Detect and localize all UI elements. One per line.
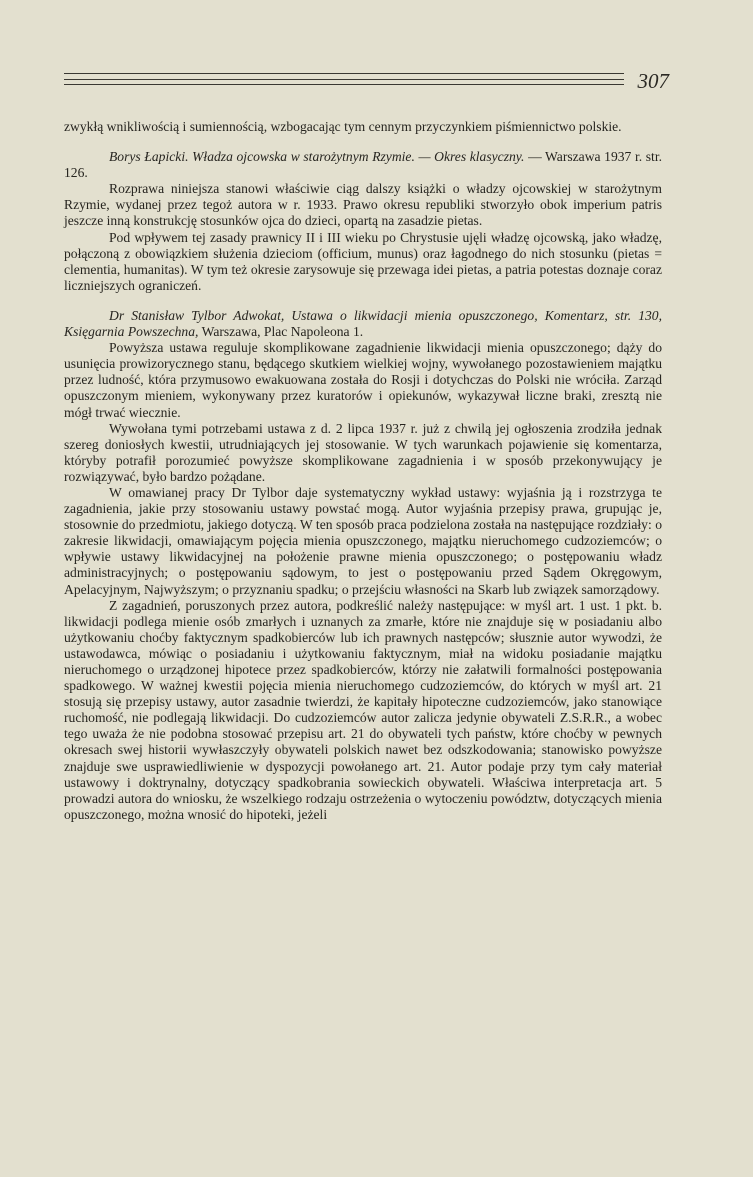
review-paragraph: Pod wpływem tej zasady prawnicy II i III wieku po Chrystusie ujęli władzę ojcowską, jako władzę, połączoną z obowiązkiem służenia dzieciom (officium, munus) oraz łagodnego do nich stosunku (pietas = clementia, humanitas). W tym też okresie zarysowuje się przewaga idei pietas, a patria potestas doznaje coraz liczniejszych ograniczeń. — [64, 229, 662, 293]
review-paragraph: Z zagadnień, poruszonych przez autora, podkreślić należy następujące: w myśl art. 1 ust. 1 pkt. b. likwidacji podlega mienie osób zmarłych i uznanych za zmarłe, które nie znajduje się w posiadaniu albo użytkowaniu choćby faktycznym spadkobierców lub ich prawnych następców; słusznie autor wywodzi, że ustawodawca, mówiąc o posiadaniu i użytkowaniu faktycznym, miał na widoku posiadanie majątku nieruchomego o urządzonej hipotece przez spadkobierców, którzy nie załatwili formalności postępowania spadkowego. W ważnej kwestii pojęcia mienia nieruchomego cudzoziemców, do których w myśl art. 21 stosują się przepisy ustawy, autor zasadnie twierdzi, że kapitały hipoteczne cudzoziemców, jako stanowiące ruchomość, nie podlegają likwidacji. Do cudzoziemców autor zalicza jedynie obywateli Z.S.R.R., a wobec tego uważa że nie podobna stosować przepisu art. 21 do obywateli tych państw, które choćby w pewnych okresach swej historii wywłaszczyły obywateli polskich nawet bez odszkodowania; stanowisko powyższe znajduje swe usprawiedliwienie w dyspozycji powołanego art. 21. Autor podaje przy tym cały materiał ustawowy i doktrynalny, dotyczący spadkobrania sowieckich obywateli. Właściwa interpretacja art. 5 prowadzi autora do wniosku, że wszelkiego rodzaju ostrzeżenia o wytoczeniu powództw, dotyczących mienia opuszczonego, można wnosić do hipoteki, jeżeli — [64, 597, 662, 822]
header-rule — [64, 79, 624, 80]
page-number: 307 — [637, 69, 669, 93]
paragraph-continuation: zwykłą wnikliwością i sumiennością, wzbogacając tym cennym przyczynkiem piśmiennictwo polskie. — [64, 119, 622, 134]
review-paragraph: W omawianej pracy Dr Tylbor daje systematyczny wykład ustawy: wyjaśnia ją i rozstrzyga te zagadnienia, jakie przy stosowaniu ustawy powstać mogą. Autor wyjaśnia przepisy prawa, grupując je, stosownie do przedmiotu, jakiego dotyczą. W ten sposób praca podzielona została na następujące rozdziały: o zakresie likwidacji, omawiającym pojęcia mienia opuszczonego, majątku nieruchomego cudzoziemców; o wpływie ustawy likwidacyjnej na położenie prawne mienia opuszczonego; o postępowaniu władz administracyjnych; o postępowaniu sądowym, to jest o postępowaniu przed Sądem Okręgowym, Apelacyjnym, Najwyższym; o przyznaniu spadku; o przejściu własności na Skarb lub związek samorządowy. — [64, 484, 662, 597]
review-paragraph: Powyższa ustawa reguluje skomplikowane zagadnienie likwidacji mienia opuszczonego; dąży do usunięcia prowizorycznego stanu, będącego skutkiem wielkiej wojny, wywołanego pozostawieniem majątku przez ludność, która przymusowo ewakuowana została do Rosji i dotychczas do Polski nie wróciła. Zarząd opuszczonym mieniem, wykonywany przez kuratorów i opiekunów, wykazywał liczne braki, zresztą nie mógł trwać wiecznie. — [64, 340, 662, 420]
book-citation-lapicki: Borys Łapicki. Władza ojcowska w starożytnym Rzymie. — Okres klasyczny. — Warszawa 1937 r. str. 126. — [64, 149, 662, 181]
review-paragraph: Rozprawa niniejsza stanowi właściwie ciąg dalszy książki o władzy ojcowskiej w starożytnym Rzymie, wydanej przez tegoż autora w r. 1933. Prawo okresu republiki stworzyło obok imperium patris jeszcze inną konstrukcję stosunków ojca do dzieci, opartą na zasadzie pietas. — [64, 181, 662, 229]
header-rule — [64, 73, 624, 74]
body-text — [64, 119, 662, 823]
review-paragraph: Wywołana tymi potrzebami ustawa z d. 2 lipca 1937 r. już z chwilą jej ogłoszenia zrodziła jednak szereg doniosłych kwestii, utrudniających jej stosowanie. W tych warunkach pojawienie się komentarza, któryby potrafił porozumieć powyższe skomplikowane zagadnienia i w sposób przekonywujący je rozwiązywać, było bardzo pożądane. — [64, 420, 662, 484]
book-citation-tylbor: Dr Stanisław Tylbor Adwokat, Ustawa o likwidacji mienia opuszczonego, Komentarz, str. 130, Księgarnia Powszechna, Warszawa, Plac Napoleona 1. — [64, 307, 662, 340]
header-rule — [64, 84, 624, 85]
